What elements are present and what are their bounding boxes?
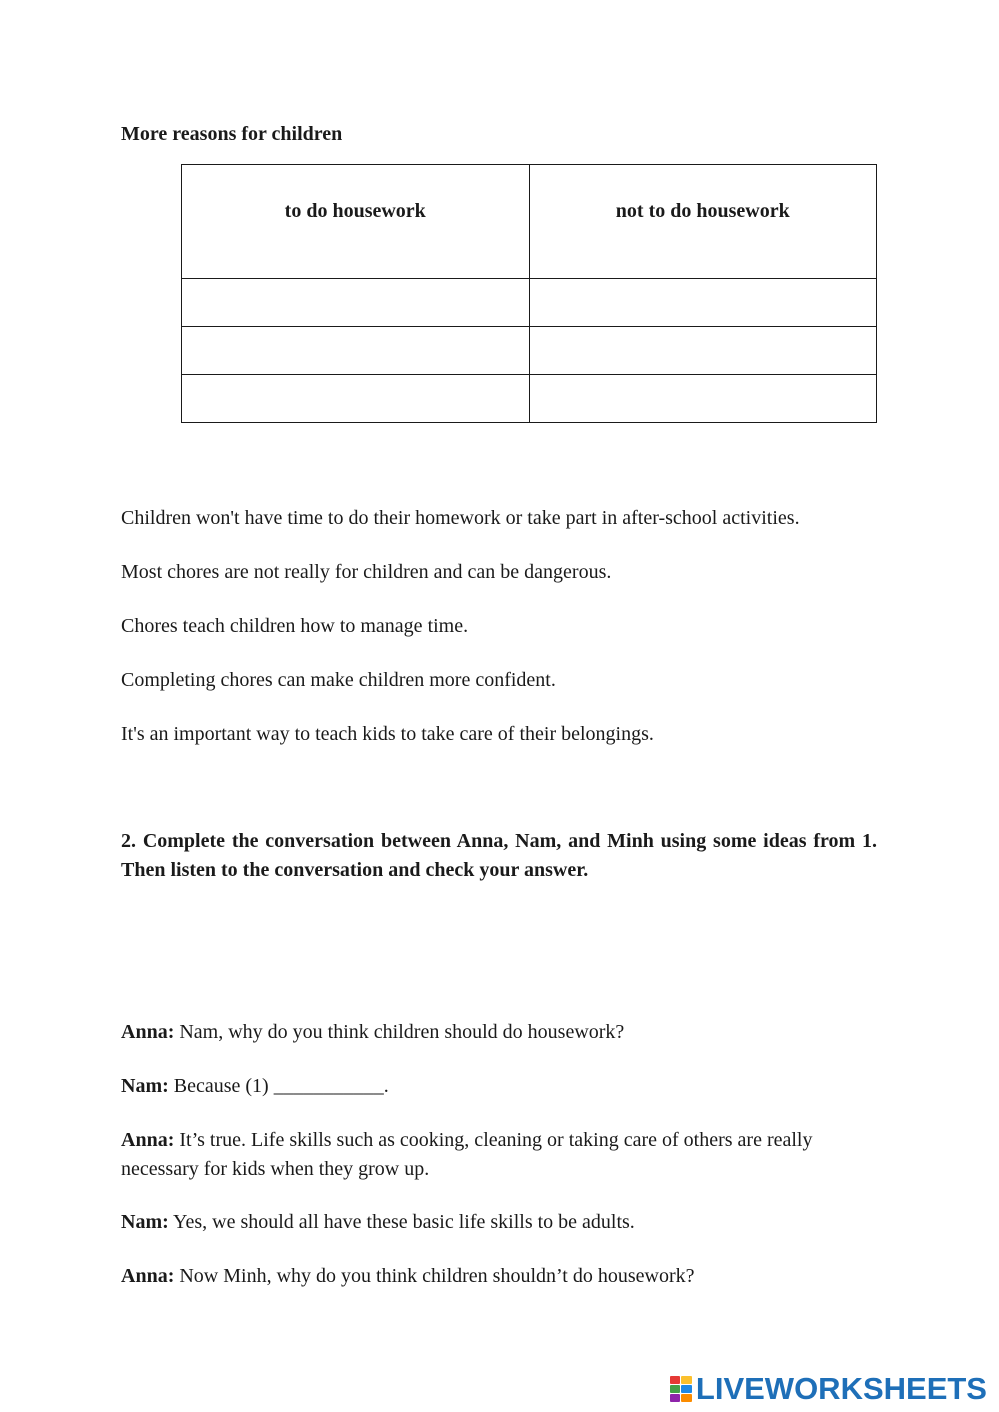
line-text: Nam, why do you think children should do housework? — [174, 1021, 625, 1043]
speaker-label: Anna: — [121, 1129, 175, 1151]
logo-square — [670, 1385, 681, 1393]
answer-cell-not-to-do-1[interactable] — [529, 279, 877, 327]
reasons-table — [181, 164, 877, 423]
conversation-line — [121, 1018, 881, 1047]
speaker-label: Nam: — [121, 1211, 169, 1233]
idea-item[interactable]: Most chores are not really for children and can be dangerous. — [121, 561, 612, 583]
answer-cell-to-do-2[interactable] — [182, 327, 530, 375]
conversation-line — [121, 1208, 881, 1237]
header-to-do: to do housework — [182, 165, 530, 279]
line-text: Yes, we should all have these basic life skills to be adults. — [168, 1211, 635, 1233]
idea-item[interactable]: Completing chores can make children more confident. — [121, 669, 556, 691]
conversation-line — [121, 1072, 881, 1101]
table-row — [182, 279, 877, 327]
table-row — [182, 327, 877, 375]
speaker-label: Nam: — [121, 1075, 169, 1097]
logo-square — [670, 1376, 681, 1384]
logo-text: LIVEWORKSHEETS — [695, 1371, 987, 1406]
answer-cell-to-do-1[interactable] — [182, 279, 530, 327]
answer-cell-to-do-3[interactable] — [182, 375, 530, 423]
conversation-line — [121, 1126, 881, 1184]
speaker-label: Anna: — [121, 1021, 175, 1043]
line-text: It’s true. Life skills such as cooking, cleaning or taking care of others are really necessary for kids when they grow up. — [121, 1129, 813, 1180]
blank-1-line[interactable]: Because (1) ___________. — [168, 1075, 389, 1097]
idea-item[interactable]: Children won't have time to do their homework or take part in after-school activities. — [121, 507, 800, 529]
task-2-instructions: 2. Complete the conversation between Anna, Nam, and Minh using some ideas from 1. Then listen to the conversation and check your answer. — [121, 830, 877, 881]
idea-item[interactable]: It's an important way to teach kids to take care of their belongings. — [121, 723, 654, 745]
table-row — [182, 375, 877, 423]
header-not-to-do: not to do housework — [529, 165, 877, 279]
speaker-label: Anna: — [121, 1265, 175, 1287]
idea-item[interactable]: Chores teach children how to manage time. — [121, 615, 469, 637]
line-text: Now Minh, why do you think children shouldn’t do housework? — [174, 1265, 695, 1287]
liveworksheets-logo — [670, 1372, 987, 1406]
logo-square — [670, 1394, 681, 1402]
conversation-line — [121, 1262, 881, 1291]
logo-square — [681, 1385, 692, 1393]
logo-mark-icon — [670, 1376, 692, 1402]
answer-cell-not-to-do-3[interactable] — [529, 375, 877, 423]
logo-square — [681, 1376, 692, 1384]
table-header-row — [182, 165, 877, 279]
section-title: More reasons for children — [121, 123, 343, 145]
logo-square — [681, 1394, 692, 1402]
answer-cell-not-to-do-2[interactable] — [529, 327, 877, 375]
